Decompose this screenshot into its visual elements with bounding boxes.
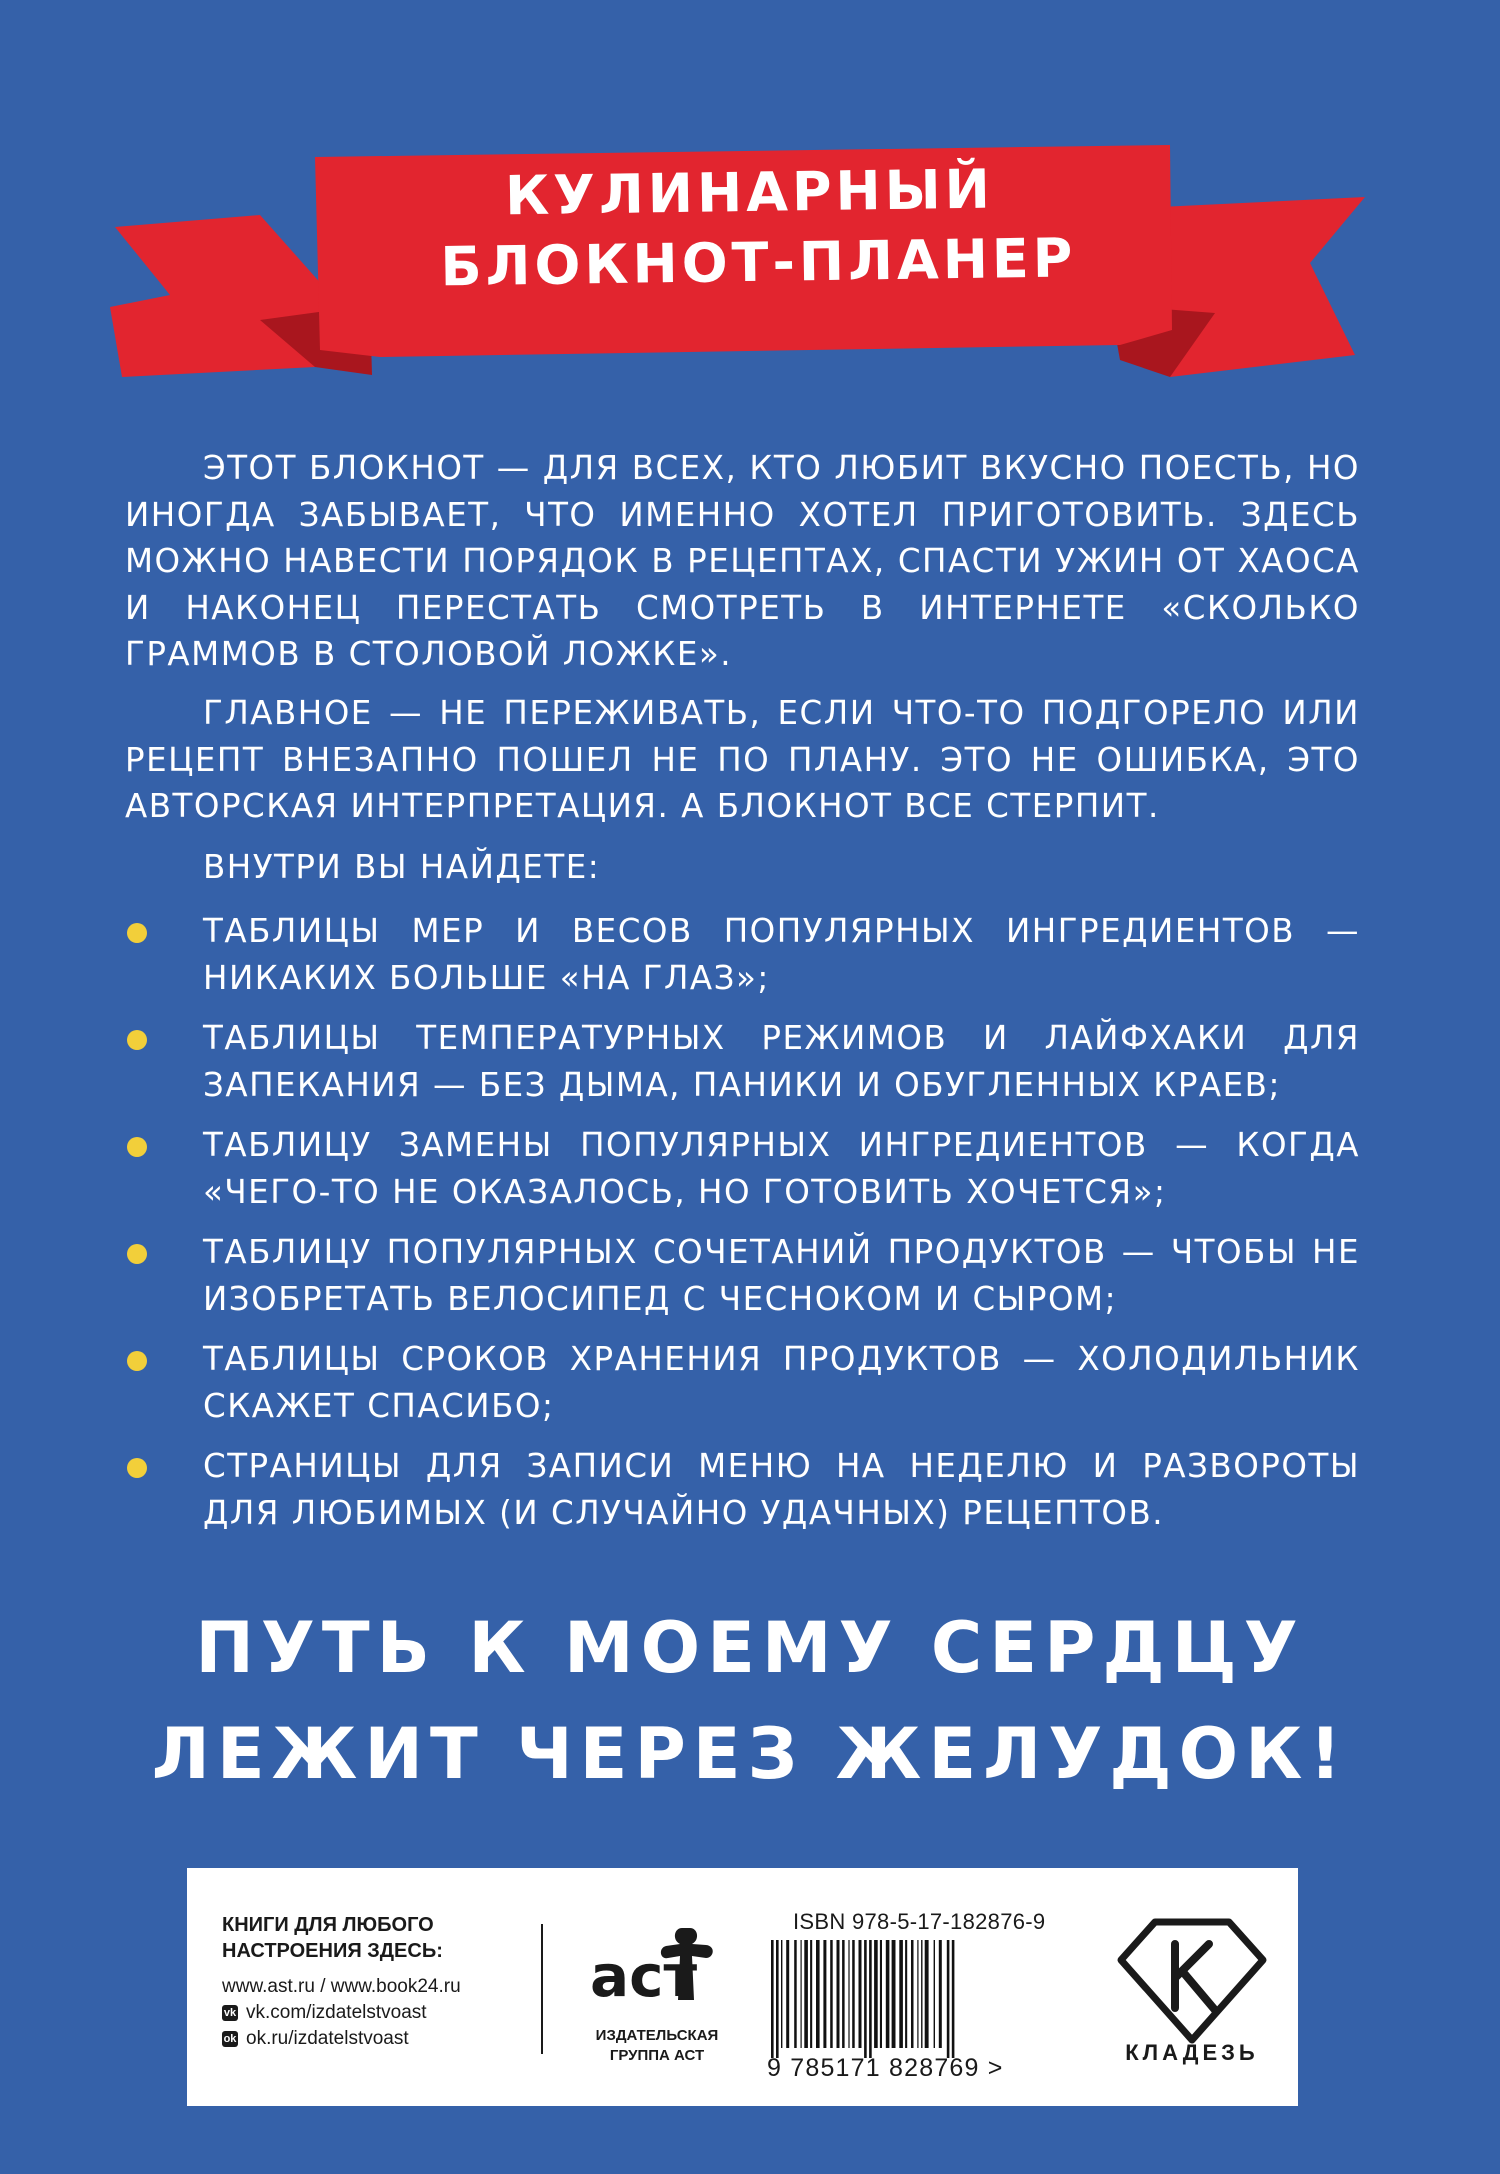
barcode-bar (801, 1940, 802, 2048)
slogan-line2: ЛЕЖИТ ЧЕРЕЗ ЖЕЛУДОК! (151, 1713, 1349, 1795)
vk-icon: vk (223, 2007, 237, 2019)
kladez-imprint-name: КЛАДЕЗЬ (1125, 2040, 1259, 2065)
barcode-bar (874, 1940, 878, 2048)
kladez-diamond-logo (1117, 1916, 1267, 2044)
ok-link-text: ok.ru/izdatelstvoast (246, 2028, 409, 2049)
barcode-digits: 9 785171 828769 > (767, 2054, 1004, 2082)
barcode-bar (880, 1940, 882, 2048)
barcode-bar (842, 1940, 845, 2048)
bullet-dot-icon (127, 1030, 147, 1050)
panel-divider (541, 1924, 543, 2054)
vk-link[interactable] (222, 2000, 522, 2026)
barcode-bar (886, 1940, 890, 2048)
list-item (125, 1336, 1360, 1429)
description-paragraph-2: ГЛАВНОЕ — НЕ ПЕРЕЖИВАТЬ, ЕСЛИ ЧТО-ТО ПОДГОРЕЛО ИЛИ РЕЦЕПТ ВНЕЗАПНО ПОШЕЛ НЕ ПО ПЛАНУ. ЭТО НЕ ОШИБКА, ЭТО АВТОРСКАЯ ИНТЕРПРЕТАЦИЯ. А БЛОКНОТ ВСЕ СТЕРПИТ. (125, 694, 1360, 825)
barcode-bar (952, 1940, 955, 2058)
contents-list (125, 908, 1360, 1550)
barcode-bar (917, 1940, 918, 2048)
list-item-text: ТАБЛИЦЫ ТЕМПЕРАТУРНЫХ РЕЖИМОВ И ЛАЙФХАКИ ДЛЯ ЗАПЕКАНИЯ — БЕЗ ДЫМА, ПАНИКИ И ОБУГЛЕННЫХ КРАЕВ; (203, 1019, 1360, 1104)
barcode-bar (816, 1940, 820, 2048)
promo-heading-line1: КНИГИ ДЛЯ ЛЮБОГО (222, 1914, 434, 1936)
svg-text:аст: аст (590, 1942, 698, 2008)
list-item (125, 1015, 1360, 1108)
promo-heading (222, 1912, 522, 1964)
barcode-bar (864, 1940, 867, 2058)
barcode-bar (837, 1940, 840, 2048)
barcode-bar (771, 1940, 774, 2058)
barcode-bar (947, 1940, 950, 2058)
barcode-bar (911, 1940, 914, 2048)
list-item-text: СТРАНИЦЫ ДЛЯ ЗАПИСИ МЕНЮ НА НЕДЕЛЮ И РАЗВОРОТЫ ДЛЯ ЛЮБИМЫХ (И СЛУЧАЙНО УДАЧНЫХ) РЕЦЕПТОВ. (203, 1447, 1360, 1532)
barcode-bar (776, 1940, 779, 2058)
ast-caption-line1: ИЗДАТЕЛЬСКАЯ (595, 2027, 719, 2044)
list-item (125, 908, 1360, 1001)
book-title (439, 154, 1077, 303)
list-item-text: ТАБЛИЦЫ МЕР И ВЕСОВ ПОПУЛЯРНЫХ ИНГРЕДИЕНТОВ — НИКАКИХ БОЛЬШЕ «НА ГЛАЗ»; (203, 912, 1360, 997)
barcode-bar (934, 1940, 935, 2048)
ok-link[interactable] (222, 2026, 522, 2052)
barcode-bar (899, 1940, 903, 2048)
list-item-text: ТАБЛИЦУ ЗАМЕНЫ ПОПУЛЯРНЫХ ИНГРЕДИЕНТОВ — КОГДА «ЧЕГО-ТО НЕ ОКАЗАЛОСЬ, НО ГОТОВИТЬ ХОЧЕТСЯ»; (203, 1126, 1360, 1211)
ast-caption (567, 2026, 747, 2066)
barcode-bar (852, 1940, 855, 2048)
publisher-panel (187, 1868, 1298, 2106)
list-item (125, 1229, 1360, 1322)
ast-caption-line2: ГРУППА АСТ (609, 2047, 705, 2064)
slogan (0, 1595, 1500, 1807)
barcode-bar (810, 1940, 812, 2048)
barcode-bar (823, 1940, 826, 2048)
barcode-bar (869, 1940, 872, 2058)
list-item-text: ТАБЛИЦЫ СРОКОВ ХРАНЕНИЯ ПРОДУКТОВ — ХОЛОДИЛЬНИК СКАЖЕТ СПАСИБО; (203, 1340, 1360, 1425)
barcode-bar (794, 1940, 797, 2048)
barcode-bar (830, 1940, 833, 2048)
inside-heading: ВНУТРИ ВЫ НАЙДЕТЕ: (203, 848, 601, 886)
list-item (125, 1443, 1360, 1536)
barcode-bar (804, 1940, 808, 2048)
bullet-dot-icon (127, 1458, 147, 1478)
ast-logo (582, 1918, 732, 2008)
ok-icon: ok (223, 2033, 237, 2045)
isbn-barcode (767, 1940, 1092, 2058)
bullet-dot-icon (127, 1244, 147, 1264)
barcode-bar (939, 1940, 942, 2048)
barcode-bar (781, 1940, 782, 2048)
barcode-bar (859, 1940, 862, 2048)
barcode-bar (905, 1940, 907, 2048)
barcode-bar (786, 1940, 789, 2048)
book-title-line2: БЛОКНОТ-ПЛАНЕР (440, 226, 1077, 299)
barcode-bar (925, 1940, 929, 2048)
promo-heading-line2: НАСТРОЕНИЯ ЗДЕСЬ: (222, 1940, 443, 1962)
promo-block (222, 1912, 522, 2052)
barcode-bar (921, 1940, 922, 2048)
bullet-dot-icon (127, 1351, 147, 1371)
barcode-bar (892, 1940, 896, 2048)
barcode-bar (848, 1940, 849, 2048)
bullet-dot-icon (127, 1137, 147, 1157)
book-title-line1: КУЛИНАРНЫЙ (504, 157, 995, 228)
website-link[interactable] (222, 1974, 522, 2000)
list-item-text: ТАБЛИЦУ ПОПУЛЯРНЫХ СОЧЕТАНИЙ ПРОДУКТОВ — ЧТОБЫ НЕ ИЗОБРЕТАТЬ ВЕЛОСИПЕД С ЧЕСНОКОМ И СЫРОМ; (203, 1233, 1360, 1318)
slogan-line1: ПУТЬ К МОЕМУ СЕРДЦУ (195, 1607, 1305, 1689)
description-paragraph-1: ЭТОТ БЛОКНОТ — ДЛЯ ВСЕХ, КТО ЛЮБИТ ВКУСНО ПОЕСТЬ, НО ИНОГДА ЗАБЫВАЕТ, ЧТО ИМЕННО ХОТЕЛ ПРИГОТОВИТЬ. ЗДЕСЬ МОЖНО НАВЕСТИ ПОРЯДОК В РЕЦЕПТАХ, СПАСТИ УЖИН ОТ ХАОСА И НАКОНЕЦ ПЕРЕСТАТЬ СМОТРЕТЬ В ИНТЕРНЕТЕ «СКОЛЬКО ГРАММОВ В СТОЛОВОЙ ЛОЖКЕ». (125, 449, 1360, 673)
vk-link-text: vk.com/izdatelstvoast (246, 2002, 427, 2023)
bullet-dot-icon (127, 923, 147, 943)
list-item (125, 1122, 1360, 1215)
isbn-label: ISBN 978-5-17-182876-9 (793, 1909, 1046, 1934)
website-link-text: www.ast.ru / www.book24.ru (222, 1976, 461, 1997)
